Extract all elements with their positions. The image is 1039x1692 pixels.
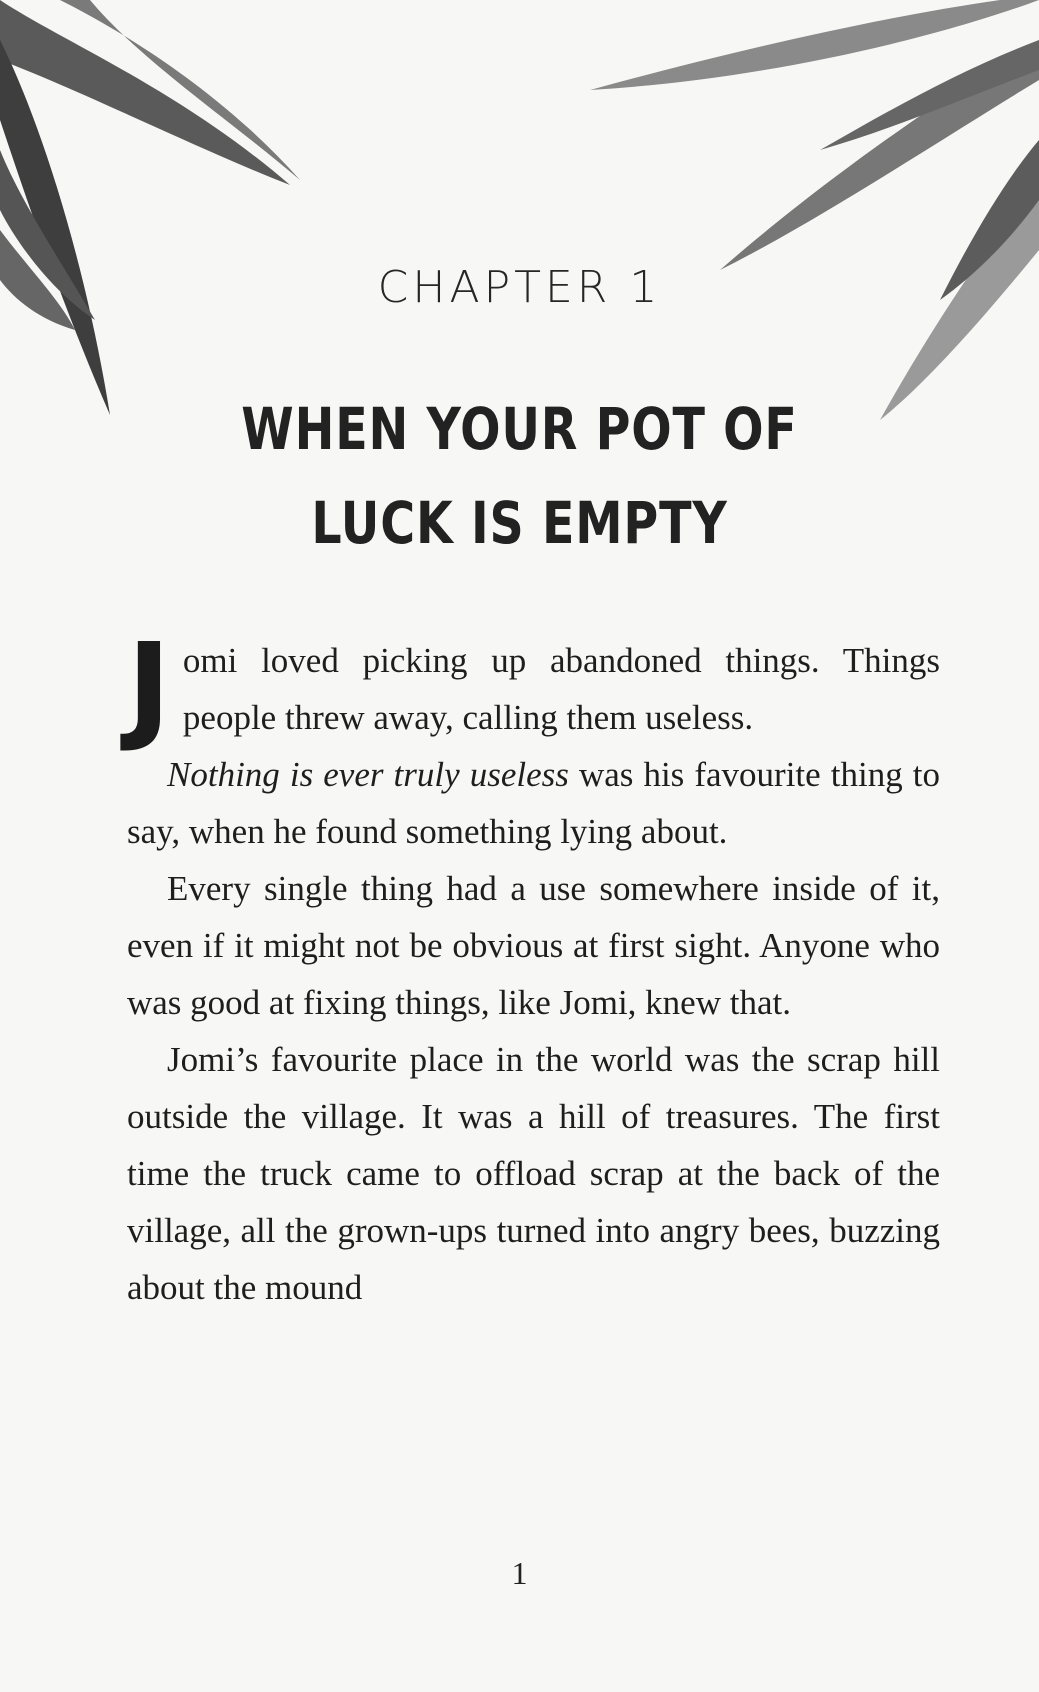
chapter-title-line-1: WHEN YOUR POT OF <box>241 395 798 463</box>
paragraph-2 <box>127 746 940 860</box>
chapter-title <box>94 382 946 570</box>
body-text <box>127 617 940 1316</box>
chapter-title-line-2: LUCK IS EMPTY <box>311 489 728 557</box>
paragraph-2-italic: Nothing is ever truly useless <box>167 755 569 794</box>
drop-cap: J <box>127 617 171 755</box>
page-number: 1 <box>511 1555 528 1591</box>
paragraph-3: Every single thing had a use somewhere inside of it, even if it might not be obvious at first sight. Anyone who was good at fixing things, like Jomi, knew that. <box>127 869 940 1022</box>
paragraph-1-text: omi loved picking up abandoned things. Things people threw away, calling them useless. <box>182 641 940 737</box>
paragraph-4: Jomi’s favourite place in the world was the scrap hill outside the village. It was a hill of treasures. The first time the truck came to offload scrap at the back of the village, all the grown-ups turned into angry bees, buzzing about the mound <box>127 1040 940 1307</box>
chapter-label: CHAPTER 1 <box>377 262 662 313</box>
paragraph-1 <box>127 617 940 755</box>
paragraph-2-text: was his favourite thing to say, when he found something lying about. <box>127 755 940 851</box>
